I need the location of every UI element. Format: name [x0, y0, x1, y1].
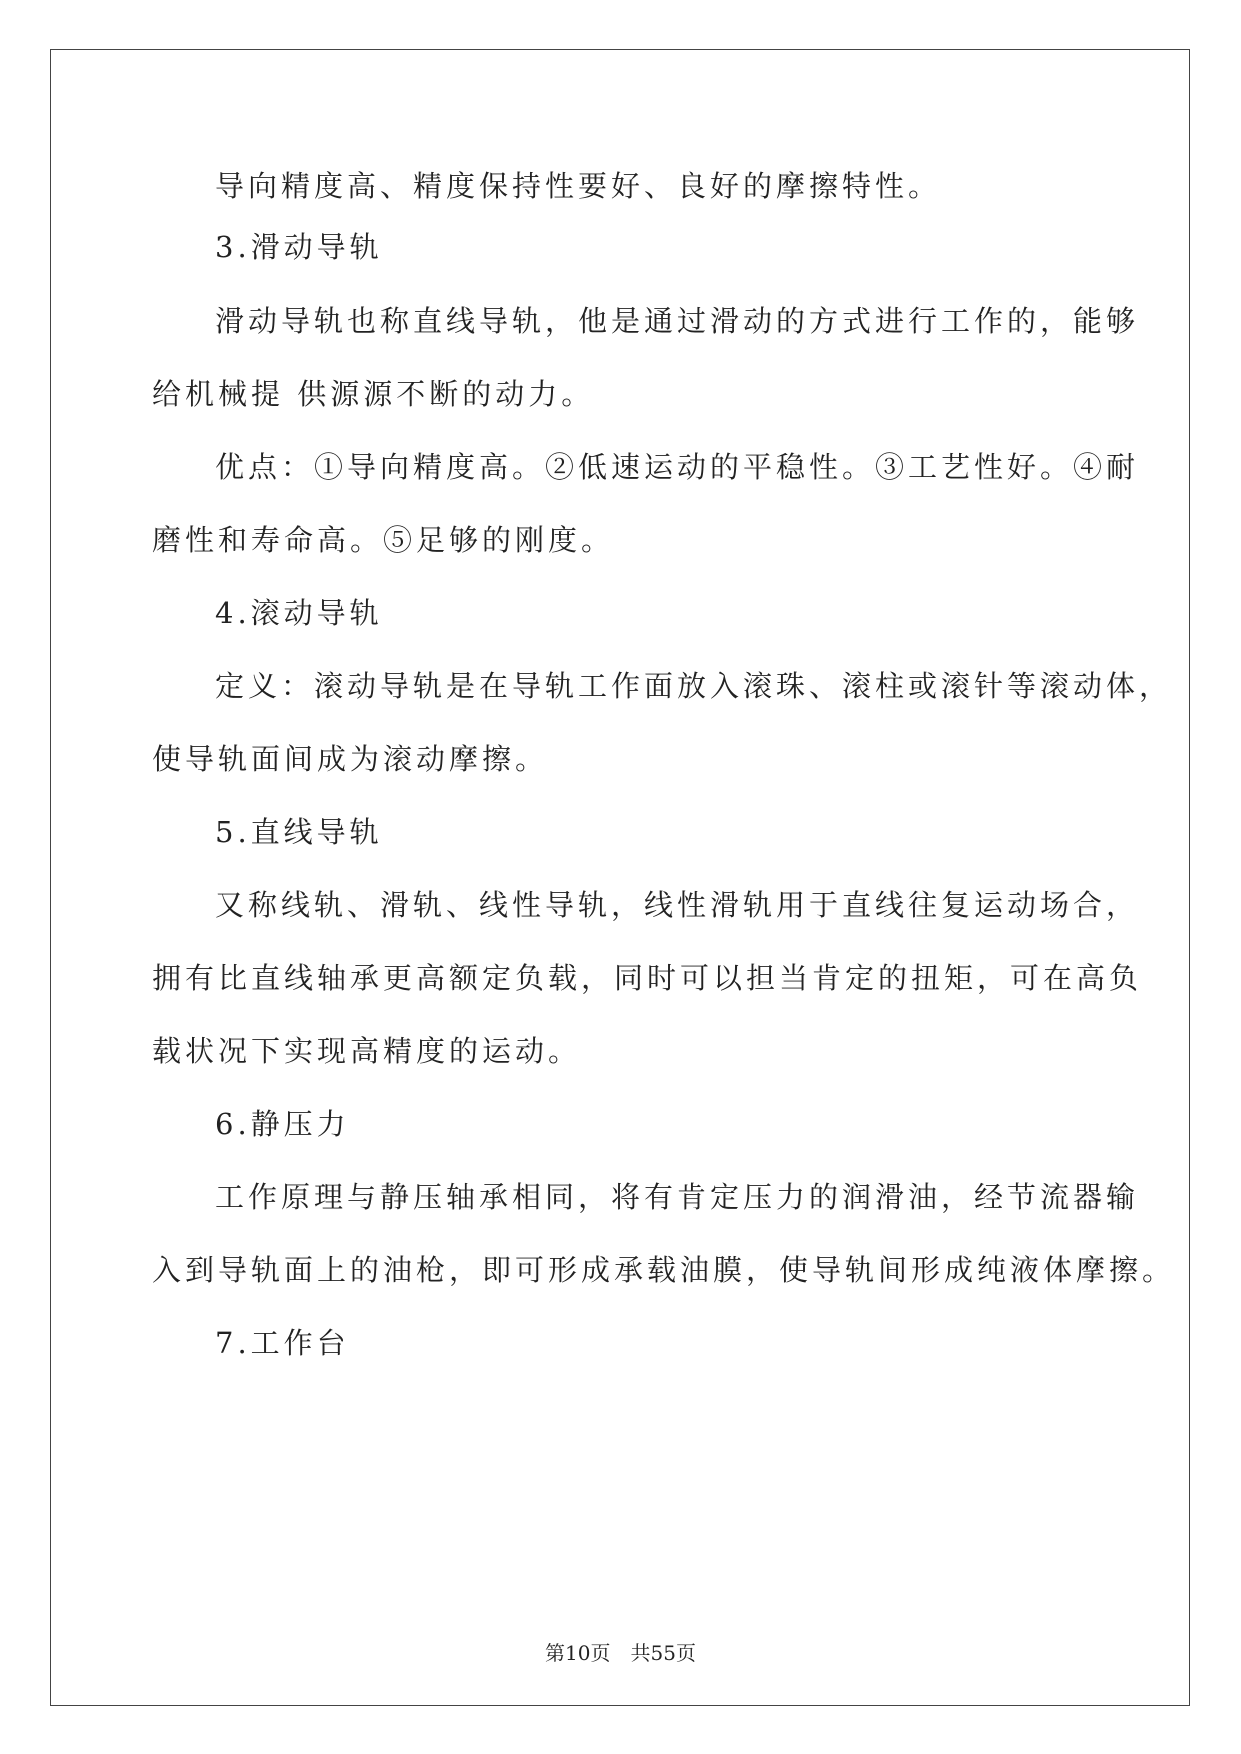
- section-heading: 6.静压力: [215, 1107, 350, 1141]
- paragraph-line: 导向精度高、精度保持性要好、良好的摩擦特性。: [215, 169, 942, 203]
- paragraph-line: 载状况下实现高精度的运动。: [152, 1034, 582, 1068]
- section-heading: 4.滚动导轨: [215, 596, 383, 630]
- section-heading: 7.工作台: [215, 1326, 350, 1360]
- paragraph-line: 又称线轨、滑轨、线性导轨，线性滑轨用于直线往复运动场合，: [215, 888, 1140, 922]
- paragraph-line: 给机械提 供源源不断的动力。: [152, 377, 595, 411]
- paragraph-line: 优点：①导向精度高。②低速运动的平稳性。③工艺性好。④耐: [215, 450, 1140, 484]
- paragraph-line: 入到导轨面上的油枪，即可形成承载油膜，使导轨间形成纯液体摩擦。: [152, 1253, 1176, 1287]
- page-border: [50, 49, 1190, 1706]
- paragraph-line: 拥有比直线轴承更高额定负载，同时可以担当肯定的扭矩，可在高负: [152, 961, 1143, 995]
- paragraph-line: 滑动导轨也称直线导轨，他是通过滑动的方式进行工作的，能够: [215, 304, 1140, 338]
- section-heading: 3.滑动导轨: [215, 230, 383, 264]
- paragraph-line: 磨性和寿命高。⑤足够的刚度。: [152, 523, 615, 557]
- paragraph-line: 使导轨面间成为滚动摩擦。: [152, 742, 549, 776]
- paragraph-line: 工作原理与静压轴承相同，将有肯定压力的润滑油，经节流器输: [215, 1180, 1140, 1214]
- page-number-footer: 第10页 共55页: [545, 1641, 696, 1665]
- paragraph-line: 定义：滚动导轨是在导轨工作面放入滚珠、滚柱或滚针等滚动体，: [215, 669, 1173, 703]
- section-heading: 5.直线导轨: [215, 815, 383, 849]
